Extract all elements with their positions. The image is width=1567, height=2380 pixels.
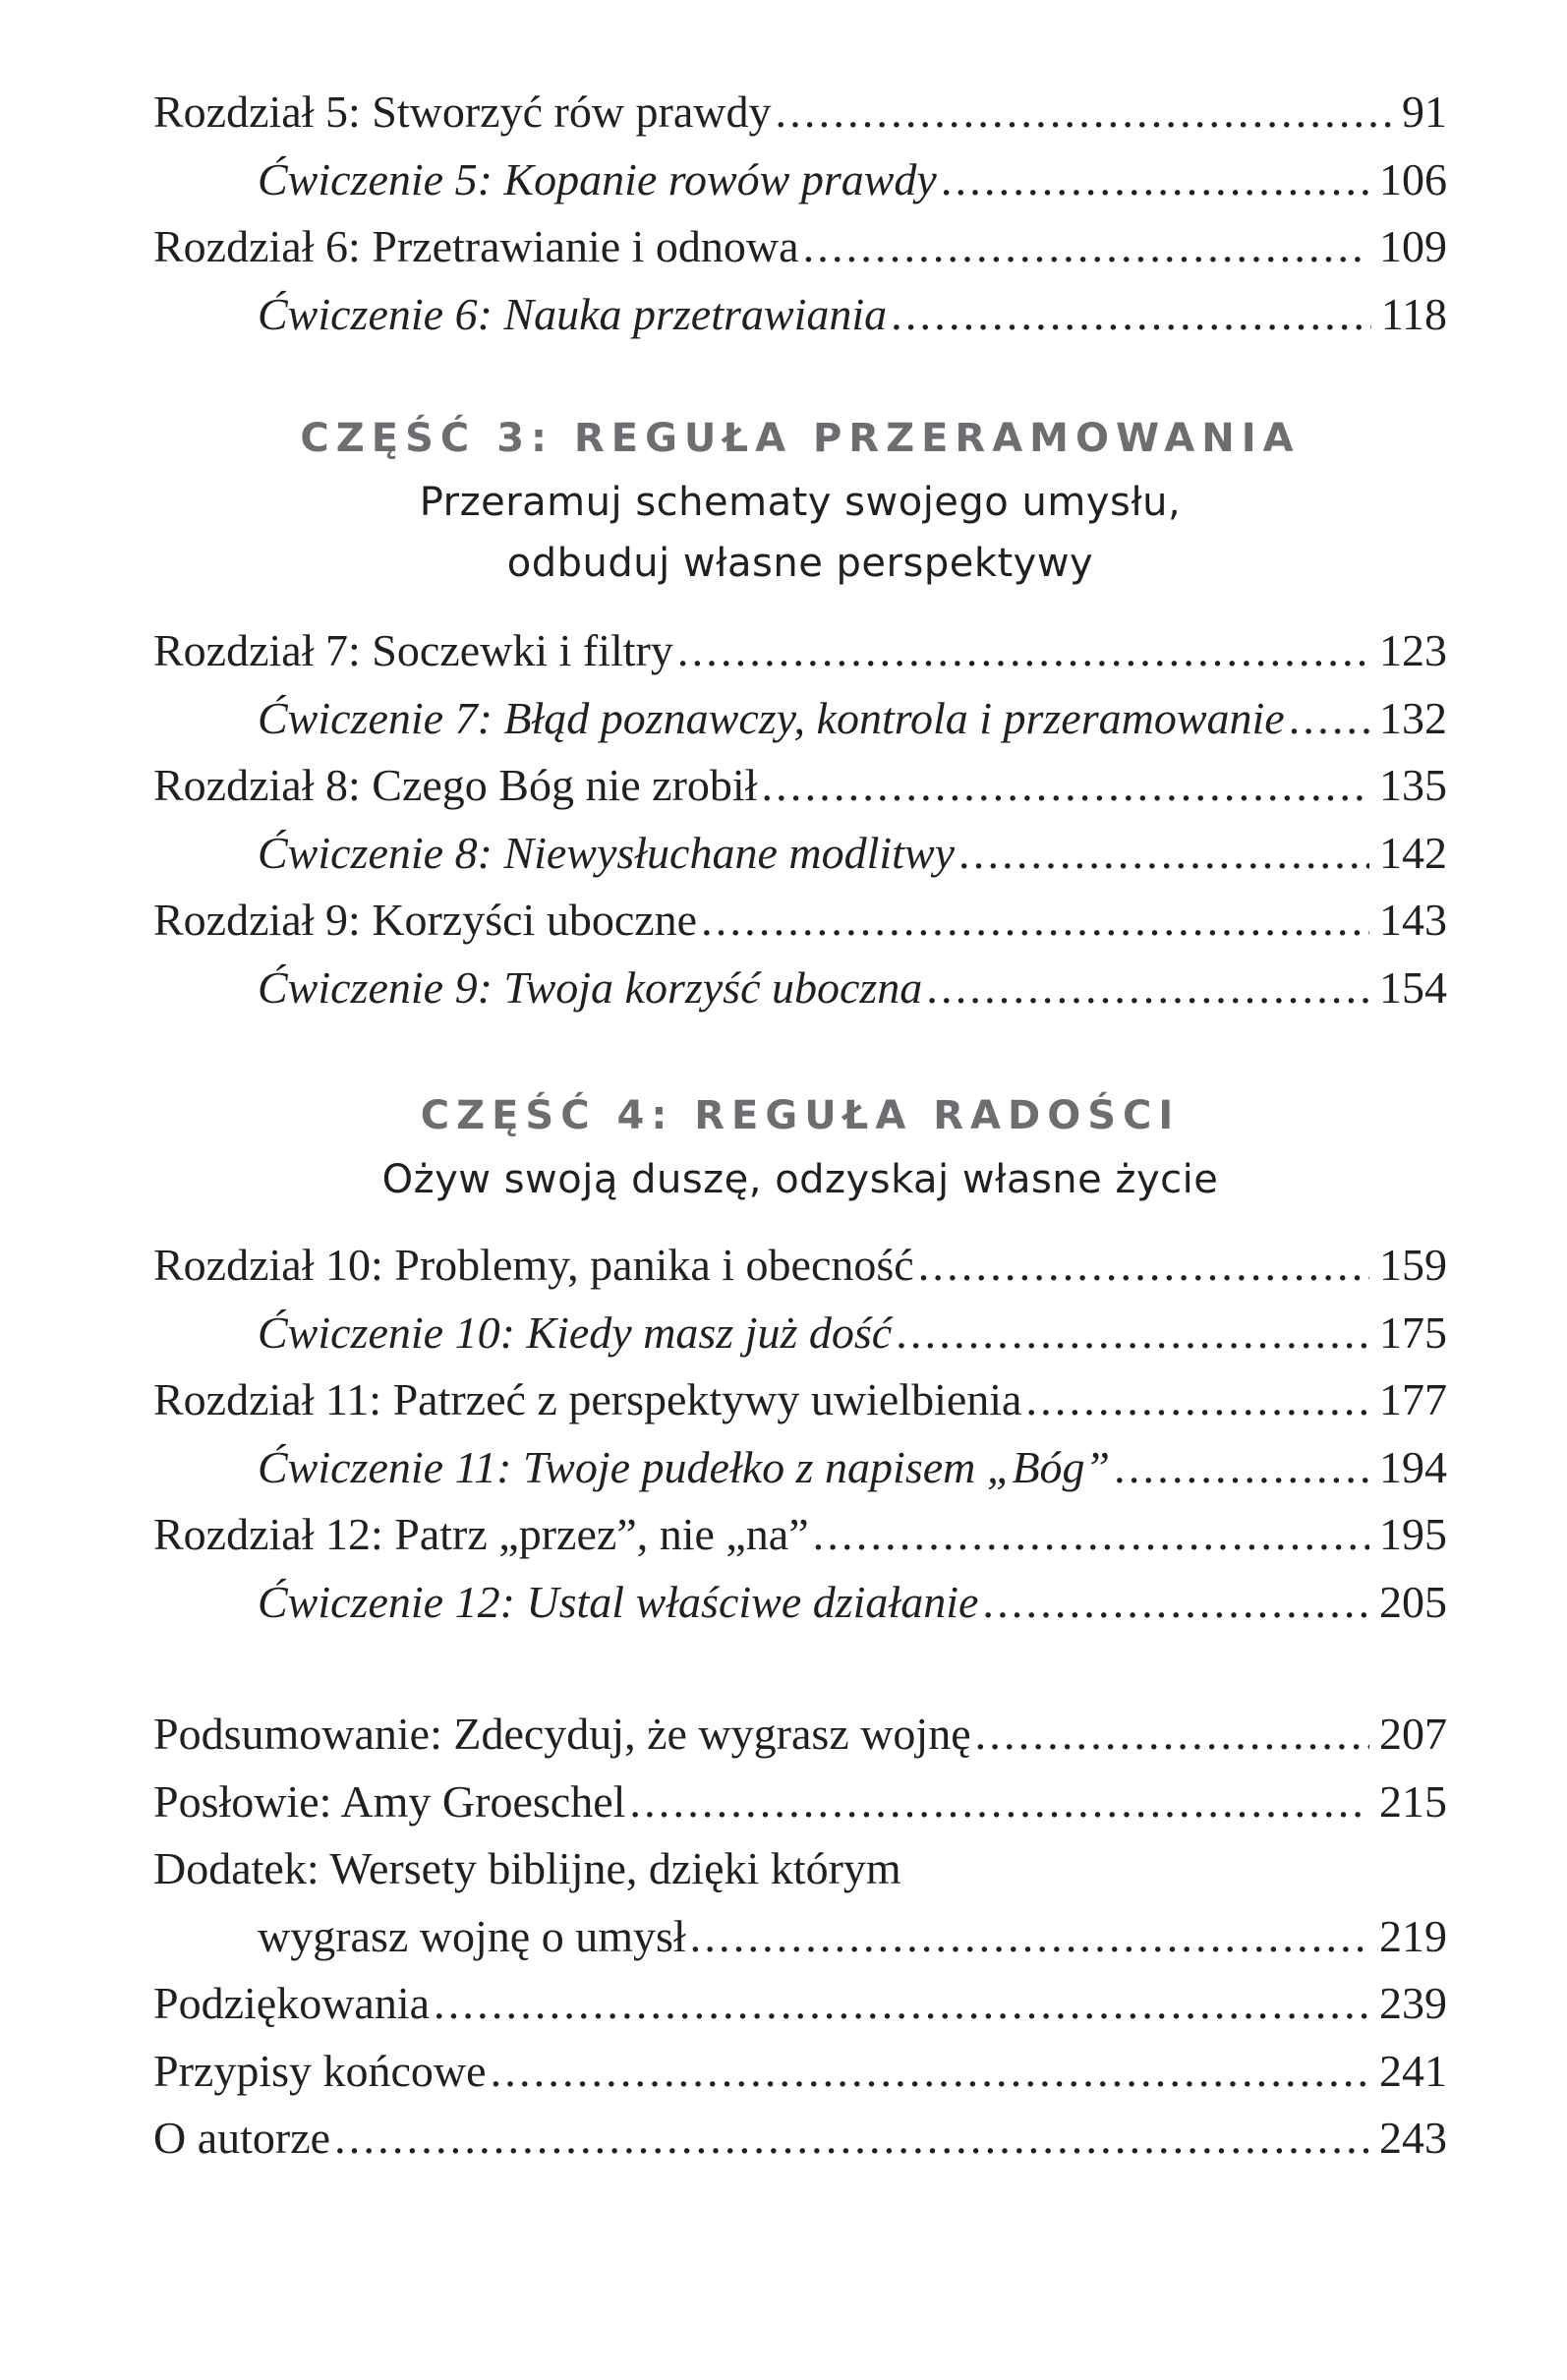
- page-number: 177: [1379, 1374, 1447, 1424]
- entry-title: Rozdział 5: Stworzyć rów prawdy: [153, 87, 772, 137]
- part-subtitle: Przeramuj schematy swojego umysłu,: [419, 480, 1182, 525]
- page-number: 195: [1379, 1509, 1447, 1559]
- page-number: 205: [1379, 1576, 1447, 1627]
- entry-title: Rozdział 9: Korzyści uboczne: [153, 895, 698, 945]
- page-number: 106: [1379, 153, 1447, 204]
- page-number: 143: [1379, 895, 1447, 945]
- toc-entry-exercise-10: [153, 1300, 1447, 1367]
- dot-leader: [761, 752, 1369, 820]
- toc-entry-chapter-8: [153, 752, 1447, 820]
- entry-title: Podziękowania: [153, 1978, 431, 2028]
- part-title: CZĘŚĆ 3: REGUŁA PRZERAMOWANIA: [300, 416, 1301, 461]
- toc-entry-chapter-9: [153, 887, 1447, 955]
- dot-leader: [813, 1501, 1369, 1569]
- entry-title: Rozdział 7: Soczewki i filtry: [153, 625, 673, 675]
- entry-title: Ćwiczenie 11: Twoje pudełko z napisem „Bóg”: [258, 1441, 1111, 1492]
- dot-leader: [1114, 1434, 1369, 1502]
- toc-entry-chapter-10: [153, 1232, 1447, 1300]
- dot-leader: [982, 1569, 1369, 1637]
- page-number: 135: [1379, 760, 1447, 810]
- page-number: 91: [1402, 87, 1447, 137]
- entry-title: Ćwiczenie 6: Nauka przetrawiania: [258, 288, 888, 339]
- page-number: 175: [1379, 1306, 1447, 1358]
- toc-entry-exercise-9: [153, 955, 1447, 1022]
- entry-title: Ćwiczenie 8: Niewysłuchane modlitwy: [258, 827, 956, 878]
- dot-leader: [958, 820, 1369, 888]
- page-number: 215: [1379, 1775, 1447, 1827]
- dot-leader: [918, 1232, 1369, 1300]
- toc-entry-exercise-11: [153, 1434, 1447, 1502]
- toc-entry-chapter-12: [153, 1501, 1447, 1569]
- dot-leader: [701, 887, 1369, 955]
- toc-entry-exercise-5: [153, 146, 1447, 214]
- toc-entry-chapter-7: [153, 617, 1447, 685]
- page-number: 207: [1379, 1709, 1447, 1759]
- page-number: 109: [1379, 221, 1447, 271]
- toc-entry-exercise-7: [153, 685, 1447, 753]
- dot-leader: [1289, 685, 1369, 753]
- dot-leader: [776, 79, 1392, 146]
- entry-title: Rozdział 8: Czego Bóg nie zrobił: [153, 760, 758, 810]
- toc-entry-appendix: Dodatek: Wersety biblijne, dzięki którym: [153, 1843, 901, 1893]
- toc-entry-exercise-6: [153, 281, 1447, 349]
- page-number: 142: [1379, 827, 1447, 878]
- table-of-contents: [153, 79, 1447, 2173]
- toc-entry-acknowledgments: [153, 1970, 1447, 2038]
- dot-leader: [434, 1970, 1369, 2038]
- page-number: 118: [1380, 288, 1447, 339]
- entry-title: Rozdział 12: Patrz „przez”, nie „na”: [153, 1509, 809, 1559]
- entry-title: Ćwiczenie 5: Kopanie rowów prawdy: [258, 153, 937, 204]
- part-subtitle: odbuduj własne perspektywy: [506, 541, 1094, 586]
- toc-entry-afterword: [153, 1769, 1447, 1836]
- dot-leader: [896, 1300, 1369, 1367]
- page-number: 219: [1379, 1910, 1447, 1961]
- entry-title: wygrasz wojnę o umysł: [258, 1910, 686, 1961]
- dot-leader: [334, 2105, 1369, 2173]
- page-number: 239: [1379, 1978, 1447, 2028]
- page-number: 241: [1379, 2045, 1447, 2096]
- entry-title: Ćwiczenie 9: Twoja korzyść uboczna: [258, 961, 923, 1013]
- entry-title: Ćwiczenie 12: Ustal właściwe działanie: [258, 1576, 979, 1627]
- entry-title: Posłowie: Amy Groeschel: [153, 1775, 626, 1827]
- page-number: 194: [1379, 1441, 1447, 1492]
- toc-entry-appendix-continued: [153, 1903, 1447, 1971]
- dot-leader: [491, 2038, 1369, 2106]
- entry-title: Rozdział 10: Problemy, panika i obecność: [153, 1240, 914, 1290]
- page-number: 243: [1379, 2113, 1447, 2163]
- section-spacer: [153, 1636, 1447, 1701]
- part-4-heading: [153, 1086, 1447, 1210]
- entry-title: Ćwiczenie 7: Błąd poznawczy, kontrola i przeramowanie: [258, 692, 1285, 743]
- toc-entry-chapter-11: [153, 1366, 1447, 1434]
- dot-leader: [941, 146, 1369, 214]
- dot-leader: [629, 1769, 1369, 1836]
- toc-entry-exercise-12: [153, 1569, 1447, 1637]
- page-number: 154: [1379, 961, 1447, 1013]
- page-number: 132: [1379, 692, 1447, 743]
- dot-leader: [975, 1701, 1369, 1769]
- toc-entry-chapter-6: [153, 213, 1447, 281]
- dot-leader: [891, 281, 1371, 349]
- toc-entry-chapter-5: [153, 79, 1447, 146]
- entry-title: Rozdział 6: Przetrawianie i odnowa: [153, 221, 799, 271]
- entry-title: Ćwiczenie 10: Kiedy masz już dość: [258, 1306, 893, 1358]
- dot-leader: [677, 617, 1369, 685]
- part-title: CZĘŚĆ 4: REGUŁA RADOŚCI: [420, 1093, 1181, 1138]
- entry-title: O autorze: [153, 2113, 331, 2163]
- dot-leader: [690, 1903, 1369, 1971]
- toc-entry-about-author: [153, 2105, 1447, 2173]
- toc-entry-exercise-8: [153, 820, 1447, 888]
- page-number: 123: [1379, 625, 1447, 675]
- dot-leader: [803, 213, 1369, 281]
- page-number: 159: [1379, 1240, 1447, 1290]
- toc-entry-summary: [153, 1701, 1447, 1769]
- part-subtitle: Ożyw swoją duszę, odzyskaj własne życie: [381, 1157, 1219, 1202]
- part-3-heading: [153, 409, 1447, 594]
- entry-title: Rozdział 11: Patrzeć z perspektywy uwielbienia: [153, 1374, 1022, 1424]
- entry-title: Podsumowanie: Zdecyduj, że wygrasz wojnę: [153, 1709, 971, 1759]
- toc-entry-endnotes: [153, 2038, 1447, 2106]
- dot-leader: [926, 955, 1369, 1022]
- dot-leader: [1025, 1366, 1369, 1434]
- entry-title: Przypisy końcowe: [153, 2045, 487, 2096]
